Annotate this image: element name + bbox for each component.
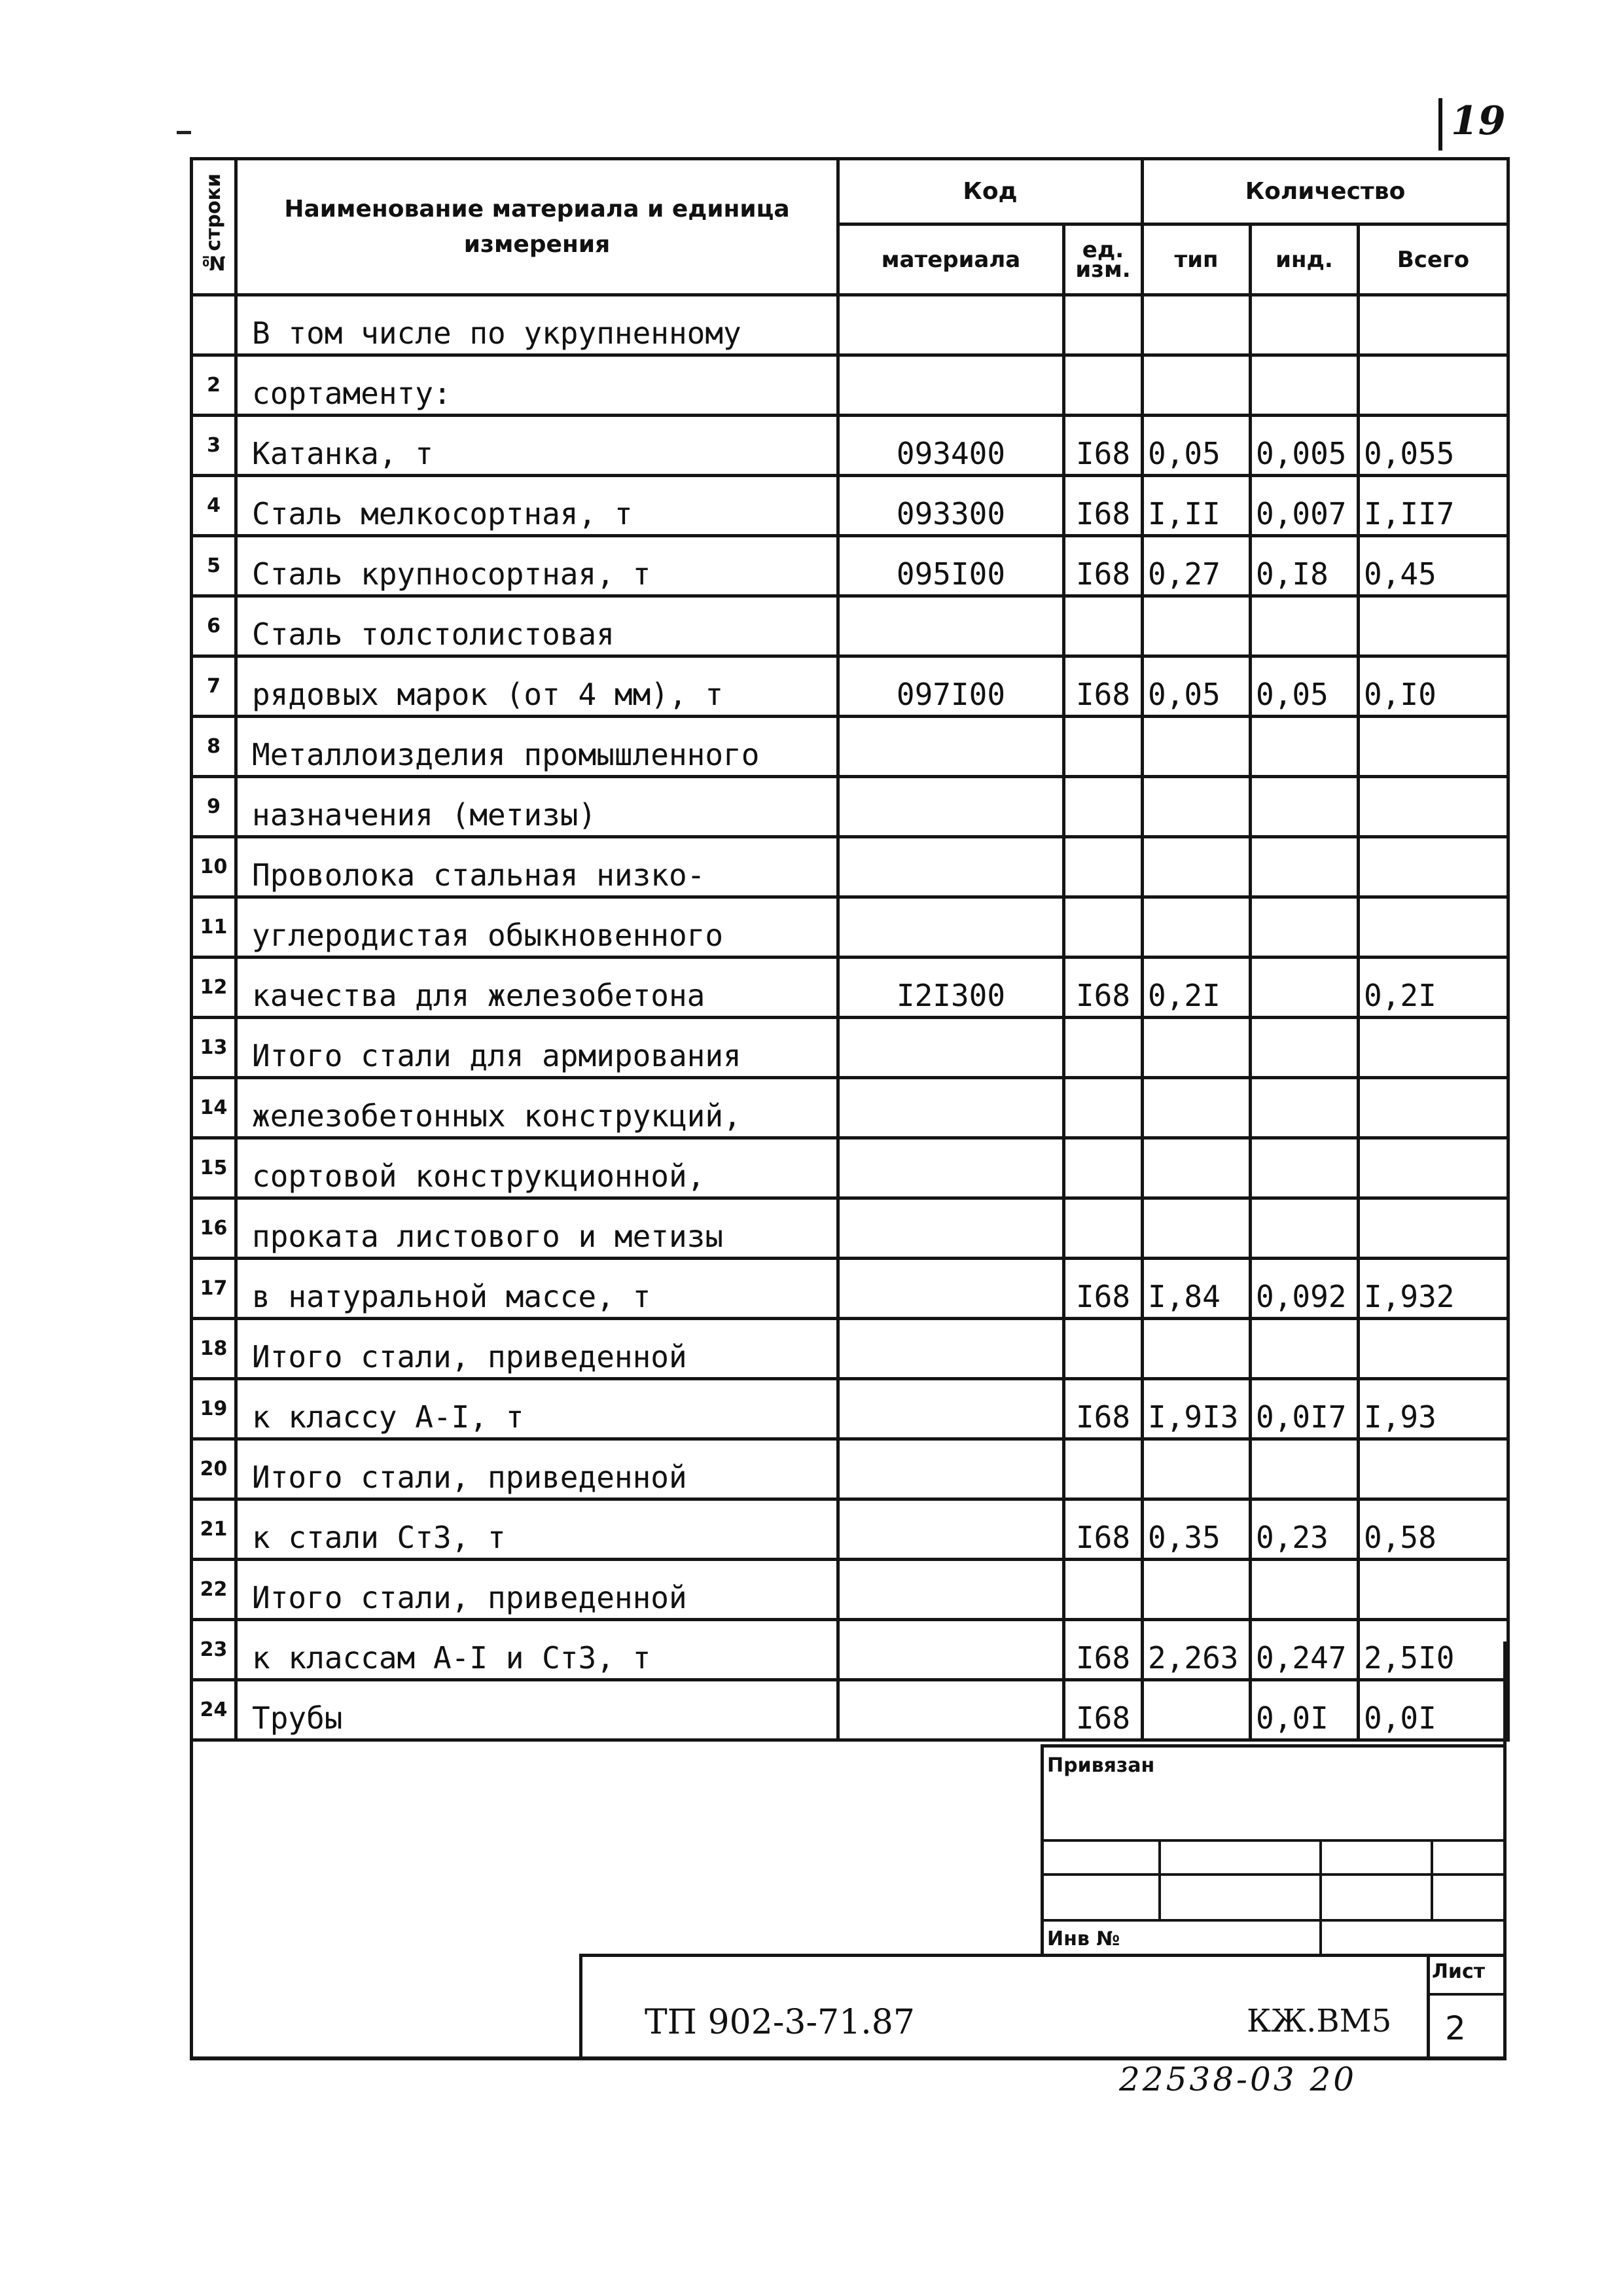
qty-typ-cell [1143, 1560, 1251, 1620]
title-block-divider [1427, 1954, 1430, 2060]
unit-code-cell: I68 [1064, 416, 1143, 476]
qty-total-cell: 0,I0 [1359, 656, 1508, 717]
unit-code-cell [1064, 596, 1143, 656]
material-code-cell [838, 897, 1064, 958]
qty-total-cell: 2,5I0 [1359, 1620, 1508, 1680]
table-row [192, 1439, 1508, 1499]
table-row [192, 476, 1508, 536]
stamp-rule [1041, 1919, 1507, 1922]
material-code-cell [838, 717, 1064, 777]
qty-ind-cell: 0,247 [1251, 1620, 1359, 1680]
material-name-cell: Сталь мелкосортная, т [236, 476, 838, 536]
row-number-cell: 7 [192, 656, 236, 717]
material-name-cell: проката листового и метизы [236, 1198, 838, 1259]
qty-total-cell [1359, 717, 1508, 777]
qty-typ-cell [1143, 897, 1251, 958]
row-number-cell: 8 [192, 717, 236, 777]
unit-code-cell [1064, 1018, 1143, 1078]
qty-total-cell: 0,45 [1359, 536, 1508, 596]
unit-code-cell: I68 [1064, 958, 1143, 1018]
qty-typ-cell: 0,27 [1143, 536, 1251, 596]
stamp-divider [1319, 1839, 1322, 1954]
unit-code-cell: I68 [1064, 536, 1143, 596]
qty-total-cell [1359, 777, 1508, 837]
material-code-cell: 093400 [838, 416, 1064, 476]
unit-code-cell: I68 [1064, 1259, 1143, 1319]
table-row [192, 536, 1508, 596]
row-number-cell: 12 [192, 958, 236, 1018]
inventory-number-label: Инв № [1047, 1928, 1120, 1950]
material-name-cell: сортовой конструкционной, [236, 1138, 838, 1198]
row-number-cell: 16 [192, 1198, 236, 1259]
table-row [192, 596, 1508, 656]
table-row [192, 837, 1508, 897]
table-body [192, 295, 1508, 1740]
material-name-cell: Катанка, т [236, 416, 838, 476]
qty-typ-cell: 0,05 [1143, 656, 1251, 717]
row-number-cell: 22 [192, 1560, 236, 1620]
qty-total-cell [1359, 1018, 1508, 1078]
sheet-number: 2 [1445, 2009, 1466, 2047]
material-name-cell: Сталь крупносортная, т [236, 536, 838, 596]
unit-code-cell [1064, 837, 1143, 897]
qty-total-cell: I,932 [1359, 1259, 1508, 1319]
qty-ind-cell [1251, 1018, 1359, 1078]
material-code-cell [838, 1018, 1064, 1078]
qty-typ-cell [1143, 777, 1251, 837]
material-code-cell [838, 1560, 1064, 1620]
qty-typ-cell [1143, 295, 1251, 355]
row-number-cell: 2 [192, 355, 236, 416]
material-code-cell [838, 1319, 1064, 1379]
unit-code-cell [1064, 717, 1143, 777]
unit-code-cell [1064, 1198, 1143, 1259]
material-name-cell: в натуральной массе, т [236, 1259, 838, 1319]
qty-ind-cell [1251, 1439, 1359, 1499]
qty-ind-cell [1251, 958, 1359, 1018]
row-number-cell: 20 [192, 1439, 236, 1499]
qty-total-cell [1359, 1198, 1508, 1259]
material-name-cell: к стали Ст3, т [236, 1499, 838, 1560]
qty-ind-cell [1251, 897, 1359, 958]
materials-table [190, 157, 1510, 1742]
material-code-cell [838, 1138, 1064, 1198]
unit-code-cell: I68 [1064, 1379, 1143, 1439]
unit-code-cell: I68 [1064, 1680, 1143, 1740]
qty-ind-cell [1251, 777, 1359, 837]
row-number-cell: 21 [192, 1499, 236, 1560]
material-name-header: Наименование материала и единица измерения [236, 159, 838, 295]
qty-total-cell [1359, 596, 1508, 656]
qty-total-header: Всего [1359, 224, 1508, 295]
qty-ind-cell [1251, 596, 1359, 656]
unit-code-cell [1064, 355, 1143, 416]
qty-typ-cell [1143, 717, 1251, 777]
quantity-header: Количество [1143, 159, 1508, 224]
qty-ind-cell [1251, 1198, 1359, 1259]
code-unit-header: ед. изм. [1064, 224, 1143, 295]
qty-ind-cell [1251, 1138, 1359, 1198]
qty-total-cell [1359, 295, 1508, 355]
table-row [192, 1078, 1508, 1138]
material-name-cell: В том числе по укрупненному [236, 295, 838, 355]
material-name-cell: к классам А-I и Ст3, т [236, 1620, 838, 1680]
material-code-cell [838, 596, 1064, 656]
qty-total-cell [1359, 837, 1508, 897]
row-number-cell: 10 [192, 837, 236, 897]
material-name-cell: Трубы [236, 1680, 838, 1740]
table-row [192, 355, 1508, 416]
material-code-cell: 097I00 [838, 656, 1064, 717]
qty-total-cell [1359, 897, 1508, 958]
material-code-cell [838, 777, 1064, 837]
qty-ind-cell: 0,092 [1251, 1259, 1359, 1319]
qty-total-cell: I,93 [1359, 1379, 1508, 1439]
material-name-cell: Проволока стальная низко- [236, 837, 838, 897]
row-number-cell: 17 [192, 1259, 236, 1319]
qty-ind-cell: 0,23 [1251, 1499, 1359, 1560]
material-name-cell: качества для железобетона [236, 958, 838, 1018]
qty-ind-cell: 0,I8 [1251, 536, 1359, 596]
title-block-rule [1427, 1993, 1507, 1996]
code-material-header: материала [838, 224, 1064, 295]
qty-typ-cell: 0,2I [1143, 958, 1251, 1018]
row-number-header: №строки [192, 159, 236, 295]
unit-code-cell: I68 [1064, 1620, 1143, 1680]
stamp-divider [1158, 1839, 1161, 1919]
sheet-label: Лист [1432, 1960, 1486, 1983]
qty-typ-cell [1143, 1198, 1251, 1259]
table-row [192, 416, 1508, 476]
qty-total-cell [1359, 1319, 1508, 1379]
material-name-cell: Итого стали, приведенной [236, 1560, 838, 1620]
material-code-cell: 093300 [838, 476, 1064, 536]
page-number: 19 [1451, 98, 1506, 144]
material-code-cell [838, 1198, 1064, 1259]
unit-code-cell [1064, 897, 1143, 958]
row-number-cell: 9 [192, 777, 236, 837]
qty-typ-cell [1143, 1138, 1251, 1198]
unit-code-cell [1064, 1560, 1143, 1620]
material-code-cell [838, 1439, 1064, 1499]
table-row [192, 897, 1508, 958]
qty-total-cell [1359, 1439, 1508, 1499]
material-name-cell: назначения (метизы) [236, 777, 838, 837]
table-row [192, 1138, 1508, 1198]
qty-ind-cell: 0,05 [1251, 656, 1359, 717]
unit-code-cell [1064, 1138, 1143, 1198]
material-code-cell [838, 1259, 1064, 1319]
qty-total-cell: 0,055 [1359, 416, 1508, 476]
qty-ind-cell: 0,0I7 [1251, 1379, 1359, 1439]
qty-typ-cell: 0,05 [1143, 416, 1251, 476]
qty-typ-cell [1143, 355, 1251, 416]
qty-typ-cell: I,84 [1143, 1259, 1251, 1319]
material-name-cell: Металлоизделия промышленного [236, 717, 838, 777]
table-row [192, 958, 1508, 1018]
material-name-cell: сортаменту: [236, 355, 838, 416]
qty-typ-cell [1143, 837, 1251, 897]
qty-ind-cell [1251, 1319, 1359, 1379]
qty-ind-cell [1251, 355, 1359, 416]
unit-code-cell [1064, 295, 1143, 355]
table-row [192, 1560, 1508, 1620]
material-name-cell: Итого стали для армирования [236, 1018, 838, 1078]
qty-total-cell [1359, 355, 1508, 416]
material-name-cell: углеродистая обыкновенного [236, 897, 838, 958]
qty-typ-cell [1143, 596, 1251, 656]
unit-code-cell: I68 [1064, 476, 1143, 536]
material-name-cell: Сталь толстолистовая [236, 596, 838, 656]
material-name-cell: Итого стали, приведенной [236, 1439, 838, 1499]
row-number-cell: 13 [192, 1018, 236, 1078]
binding-stamp-label: Привязан [1047, 1754, 1155, 1777]
row-number-cell: 4 [192, 476, 236, 536]
archive-number: 22538-03 20 [1119, 2060, 1357, 2098]
qty-typ-cell [1143, 1439, 1251, 1499]
material-name-cell: железобетонных конструкций, [236, 1078, 838, 1138]
row-number-cell: 14 [192, 1078, 236, 1138]
material-code-cell [838, 355, 1064, 416]
unit-code-cell: I68 [1064, 656, 1143, 717]
row-number-cell: 18 [192, 1319, 236, 1379]
qty-typ-cell: I,II [1143, 476, 1251, 536]
table-row [192, 1499, 1508, 1560]
material-name-cell: рядовых марок (от 4 мм), т [236, 656, 838, 717]
qty-ind-cell: 0,0I [1251, 1680, 1359, 1740]
table-row [192, 1198, 1508, 1259]
qty-total-cell [1359, 1560, 1508, 1620]
stamp-divider [1431, 1839, 1433, 1919]
row-number-cell: 23 [192, 1620, 236, 1680]
qty-total-cell: I,II7 [1359, 476, 1508, 536]
material-code-cell [838, 1499, 1064, 1560]
unit-code-cell [1064, 777, 1143, 837]
qty-ind-header: инд. [1251, 224, 1359, 295]
document-code: КЖ.ВМ5 [1247, 2003, 1392, 2039]
qty-total-cell [1359, 1138, 1508, 1198]
table-row [192, 1319, 1508, 1379]
qty-total-cell: 0,2I [1359, 958, 1508, 1018]
qty-total-cell: 0,0I [1359, 1680, 1508, 1740]
unit-code-cell [1064, 1319, 1143, 1379]
row-number-cell: 15 [192, 1138, 236, 1198]
qty-typ-header: тип [1143, 224, 1251, 295]
table-row [192, 1259, 1508, 1319]
material-name-cell: к классу А-I, т [236, 1379, 838, 1439]
row-number-cell: 6 [192, 596, 236, 656]
qty-typ-cell [1143, 1018, 1251, 1078]
stamp-rule [1041, 1839, 1507, 1842]
table-row [192, 295, 1508, 355]
qty-ind-cell [1251, 1078, 1359, 1138]
material-code-cell [838, 1379, 1064, 1439]
qty-ind-cell: 0,007 [1251, 476, 1359, 536]
unit-code-cell: I68 [1064, 1499, 1143, 1560]
table-row [192, 1379, 1508, 1439]
table-row [192, 717, 1508, 777]
material-code-cell [838, 295, 1064, 355]
qty-ind-cell [1251, 717, 1359, 777]
material-code-cell [838, 837, 1064, 897]
qty-ind-cell [1251, 837, 1359, 897]
qty-total-cell: 0,58 [1359, 1499, 1508, 1560]
row-number-cell [192, 295, 236, 355]
unit-code-cell [1064, 1439, 1143, 1499]
row-number-cell: 3 [192, 416, 236, 476]
stamp-rule [1041, 1873, 1507, 1876]
qty-typ-cell [1143, 1078, 1251, 1138]
unit-code-cell [1064, 1078, 1143, 1138]
material-name-cell: Итого стали, приведенной [236, 1319, 838, 1379]
row-number-cell: 19 [192, 1379, 236, 1439]
qty-ind-cell [1251, 295, 1359, 355]
material-code-cell: 095I00 [838, 536, 1064, 596]
row-number-cell: 5 [192, 536, 236, 596]
qty-typ-cell [1143, 1319, 1251, 1379]
qty-ind-cell: 0,005 [1251, 416, 1359, 476]
corner-tick-mark [177, 131, 191, 134]
row-number-cell: 11 [192, 897, 236, 958]
qty-total-cell [1359, 1078, 1508, 1138]
row-number-cell: 24 [192, 1680, 236, 1740]
table-row [192, 656, 1508, 717]
qty-typ-cell: 0,35 [1143, 1499, 1251, 1560]
material-code-cell: I2I300 [838, 958, 1064, 1018]
material-code-cell [838, 1078, 1064, 1138]
table-row [192, 777, 1508, 837]
code-header: Код [838, 159, 1143, 224]
project-number: ТП 902-3-71.87 [645, 2003, 915, 2042]
qty-typ-cell: 2,263 [1143, 1620, 1251, 1680]
qty-ind-cell [1251, 1560, 1359, 1620]
qty-typ-cell: I,9I3 [1143, 1379, 1251, 1439]
table-row [192, 1018, 1508, 1078]
